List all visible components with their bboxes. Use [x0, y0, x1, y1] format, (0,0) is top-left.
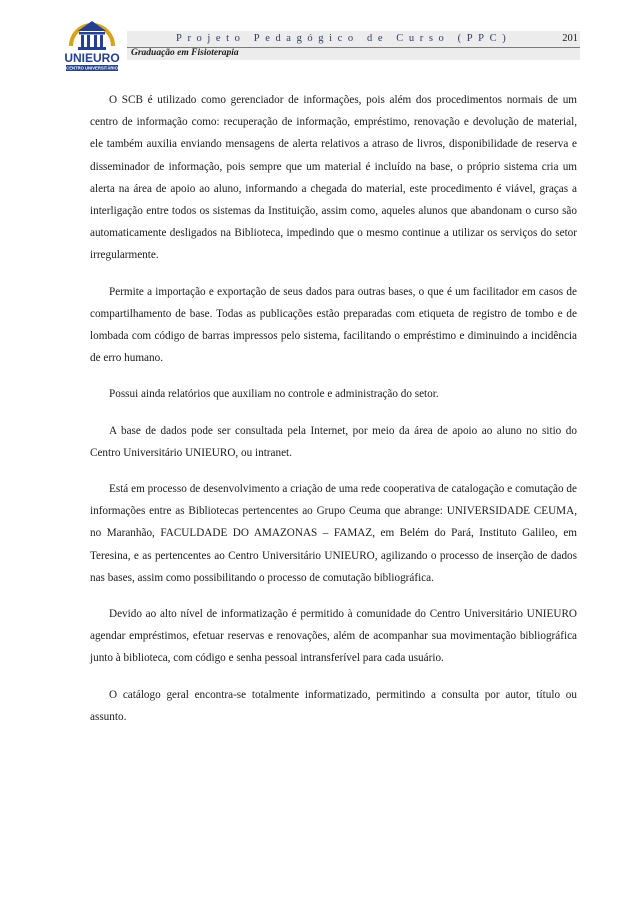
course-subtitle: Graduação em Fisioterapia [131, 48, 239, 58]
document-title: Projeto Pedagógico de Curso (PPC) [176, 33, 512, 44]
paragraph: Devido ao alto nível de informatização é permitido à comunidade do Centro Universitário UNIEURO agendar empréstimos, efetuar reservas e renovações, além de acompanhar sua movimentação bibliográfica junto à biblioteca, com código e senha pessoal intransferível para cada usuário. [90, 608, 577, 665]
logo-tagline: CENTRO UNIVERSITÁRIO [66, 65, 118, 71]
paragraph: Está em processo de desenvolvimento a criação de uma rede cooperativa de catalogação e comutação de informações entre as Bibliotecas pertencentes ao Grupo Ceuma que abrange: UNIVERSIDADE CEUMA, no Maranhão, FACULDADE DO AMAZONAS – FAMAZ, em Belém do Pará, Instituto Galileo, em Teresina, e as pertencentes ao Centro Universitário UNIEURO, agilizando o processo de inserção de dados nas bases, assim como possibilitando o processo de comutação bibliográfica. [90, 483, 577, 584]
paragraph: O SCB é utilizado como gerenciador de informações, pois além dos procedimentos normais de um centro de informação como: recuperação de informação, empréstimo, renovação e devolução de material, ele também auxilia enviando mensagens de alerta relativos a atraso de livros, disponibilidade de reserva e disseminador de informação, pois sempre que um material é incluído na base, o próprio sistema cria um alerta na área de apoio ao aluno, informando a chegada do material, este procedimento é viável, graças a interligação entre todos os sistemas da Instituição, assim como, aqueles alunos que abandonam o curso são automaticamente desligados na Biblioteca, impedindo que o mesmo continue a utilizar os serviços do setor irregularmente. [90, 94, 577, 262]
paragraph: O catálogo geral encontra-se totalmente informatizado, permitindo a consulta por autor, título ou assunto. [90, 688, 577, 723]
body-text [90, 89, 577, 742]
unieuro-logo [62, 12, 122, 72]
page-number: 201 [562, 33, 578, 44]
paragraph: Possui ainda relatórios que auxiliam no controle e administração do setor. [109, 388, 439, 401]
paragraph: Permite a importação e exportação de seus dados para outras bases, o que é um facilitador em casos de compartilhamento de base. Todas as publicações estão preparadas com etiqueta de registro de tombo e de lombada com código de barras impressos pelo sistema, facilitando o empréstimo e diminuindo a incidência de erro humano. [90, 285, 577, 365]
logo-wordmark: UNIEURO [64, 51, 120, 65]
paragraph: A base de dados pode ser consultada pela Internet, por meio da área de apoio ao aluno no sitio do Centro Universitário UNIEURO, ou intranet. [90, 424, 577, 459]
